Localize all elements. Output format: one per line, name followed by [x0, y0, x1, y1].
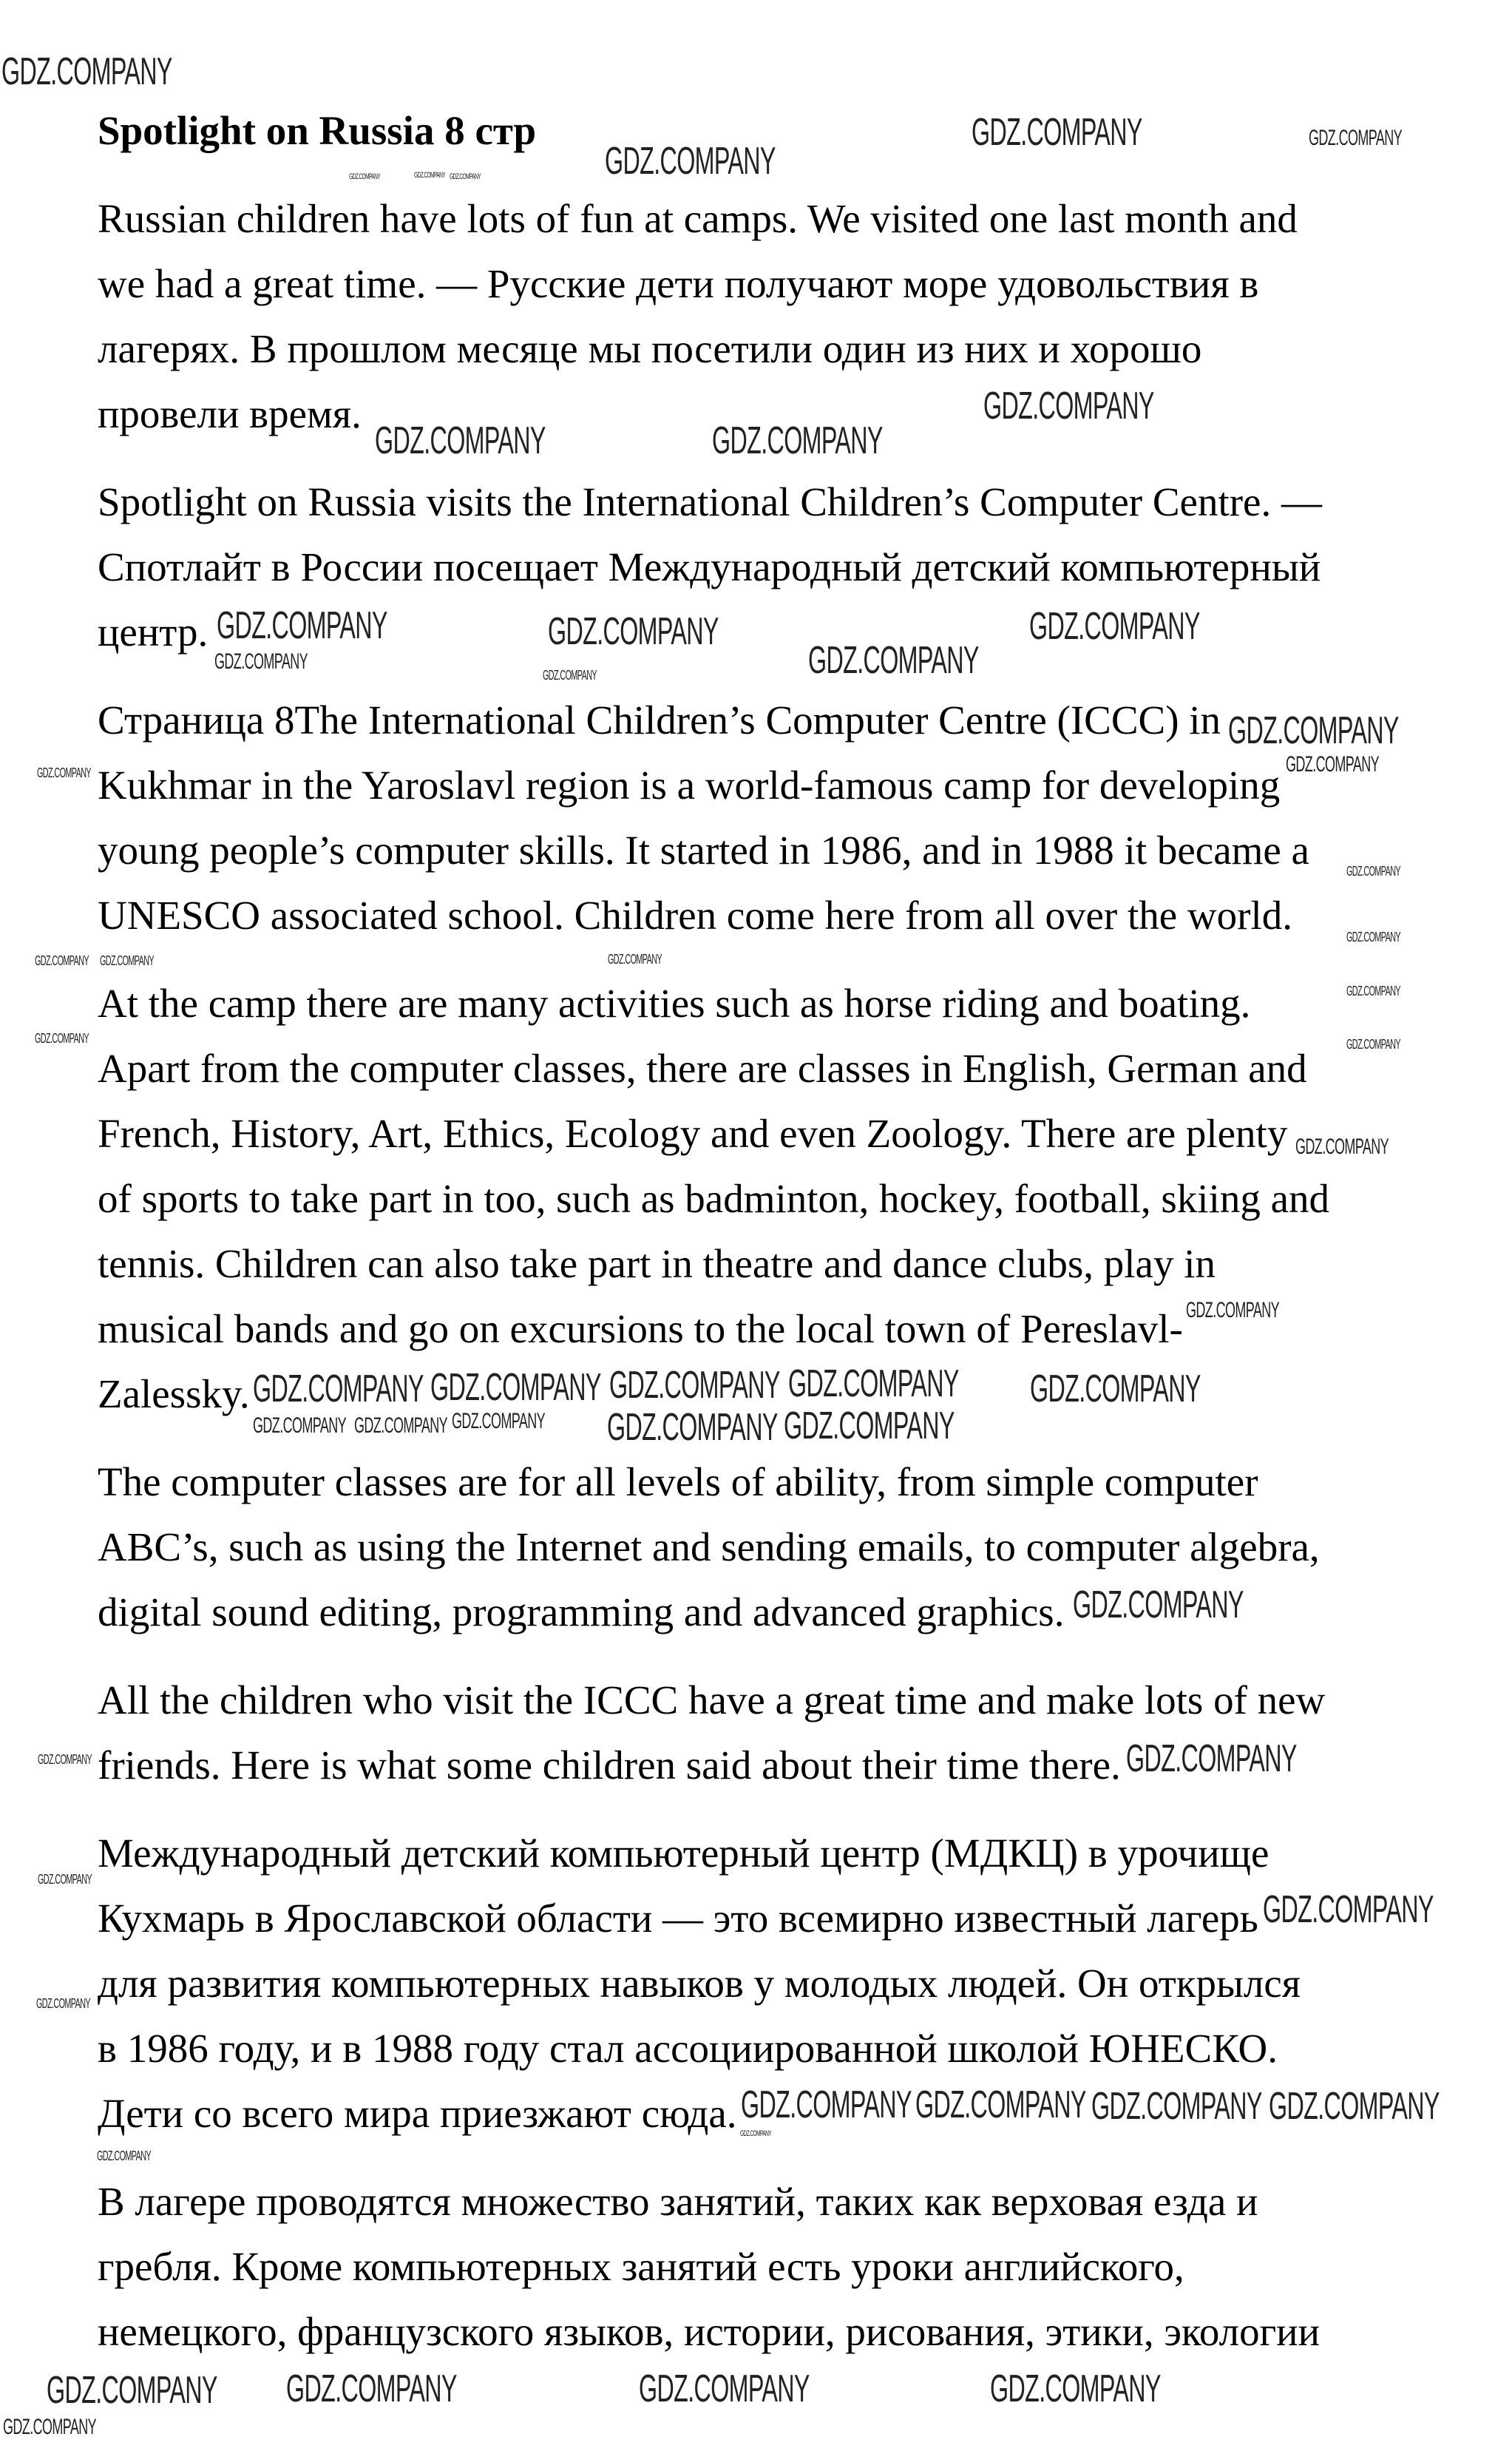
watermark: GDZ.COMPANY — [788, 1362, 959, 1405]
watermark: GDZ.COMPANY — [609, 1364, 780, 1407]
watermark: GDZ.COMPANY — [1073, 1583, 1244, 1626]
text-line: Zalessky. — [98, 1371, 250, 1416]
document-body — [98, 186, 1428, 2364]
watermark: GDZ.COMPANY — [1030, 1368, 1201, 1410]
watermark: GDZ.COMPANY — [1346, 864, 1401, 879]
watermark: GDZ.COMPANY — [35, 1031, 89, 1046]
watermark: GDZ.COMPANY — [1029, 605, 1200, 648]
watermark: GDZ.COMPANY — [354, 1413, 448, 1438]
watermark: GDZ.COMPANY — [1126, 1737, 1297, 1780]
text-line: немецкого, французского языков, истории, рисования, этики, экологии — [98, 2309, 1321, 2354]
watermark: GDZ.COMPANY — [286, 2367, 457, 2410]
watermark: GDZ.COMPANY — [1346, 1037, 1401, 1052]
watermark: GDZ.COMPANY — [349, 172, 381, 181]
text-line: of sports to take part in too, such as badminton, hockey, football, skiing and — [98, 1176, 1330, 1221]
text-line: Спотлайт в России посещает Международный детский компьютерный — [98, 544, 1321, 589]
watermark: GDZ.COMPANY — [972, 111, 1142, 154]
text-line: The computer classes are for all levels of ability, from simple computer — [98, 1459, 1258, 1504]
watermark: GDZ.COMPANY — [712, 419, 883, 462]
watermark: GDZ.COMPANY — [38, 1752, 92, 1767]
text-line: At the camp there are many activities such as horse riding and boating. — [98, 981, 1251, 1026]
watermark: GDZ.COMPANY — [548, 610, 719, 653]
watermark: GDZ.COMPANY — [915, 2083, 1086, 2126]
watermark: GDZ.COMPANY — [608, 952, 662, 967]
text-line: Apart from the computer classes, there are classes in English, German and — [98, 1046, 1307, 1091]
watermark: GDZ.COMPANY — [741, 2083, 912, 2126]
text-line: провели время. — [98, 391, 362, 436]
watermark: GDZ.COMPANY — [1228, 709, 1399, 752]
text-line: digital sound editing, programming and advanced graphics. — [98, 1589, 1065, 1634]
text-line: friends. Here is what some children said about their time there. — [98, 1742, 1121, 1788]
watermark: GDZ.COMPANY — [253, 1368, 424, 1410]
text-line: Russian children have lots of fun at camps. We visited one last month and — [98, 196, 1298, 241]
watermark: GDZ.COMPANY — [97, 2149, 152, 2163]
text-line: French, History, Art, Ethics, Ecology and even Zoology. There are plenty — [98, 1111, 1288, 1156]
watermark: GDZ.COMPANY — [808, 639, 979, 682]
watermark: GDZ.COMPANY — [605, 140, 776, 183]
text-line: Страница 8The International Children’s Computer Centre (ICCC) in — [98, 697, 1221, 743]
text-line: Дети со всего мира приезжают сюда. — [98, 2091, 737, 2136]
watermark: GDZ.COMPANY — [639, 2367, 810, 2410]
text-line: UNESCO associated school. Children come here from all over the world. — [98, 893, 1292, 938]
watermark: GDZ.COMPANY — [1, 50, 172, 93]
watermark: GDZ.COMPANY — [740, 2129, 772, 2138]
watermark: GDZ.COMPANY — [450, 172, 481, 181]
watermark: GDZ.COMPANY — [47, 2369, 217, 2412]
paragraph — [98, 2169, 1428, 2364]
watermark: GDZ.COMPANY — [1295, 1135, 1389, 1159]
watermark: GDZ.COMPANY — [990, 2367, 1161, 2410]
watermark: GDZ.COMPANY — [253, 1413, 347, 1438]
watermark: GDZ.COMPANY — [983, 385, 1154, 427]
text-line: ABC’s, such as using the Internet and sending emails, to computer algebra, — [98, 1524, 1320, 1569]
watermark: GDZ.COMPANY — [1263, 1888, 1434, 1931]
page-title: Spotlight on Russia 8 стр — [98, 108, 537, 153]
text-line: центр. — [98, 609, 209, 655]
text-line: в 1986 году, и в 1988 году стал ассоциированной школой ЮНЕСКО. — [98, 2026, 1278, 2071]
watermark: GDZ.COMPANY — [1309, 126, 1403, 150]
watermark: GDZ.COMPANY — [414, 171, 446, 180]
watermark: GDZ.COMPANY — [35, 953, 89, 968]
watermark: GDZ.COMPANY — [1286, 752, 1380, 777]
watermark: GDZ.COMPANY — [217, 604, 387, 647]
watermark: GDZ.COMPANY — [38, 1872, 92, 1887]
watermark: GDZ.COMPANY — [36, 1996, 91, 2011]
paragraph — [98, 971, 1428, 1427]
watermark: GDZ.COMPANY — [100, 953, 155, 968]
text-line: All the children who visit the ICCC have a great time and make lots of new — [98, 1677, 1326, 1723]
text-line: we had a great time. — Русские дети получают море удовольствия в — [98, 261, 1259, 306]
text-line: Spotlight on Russia visits the International Children’s Computer Centre. — — [98, 479, 1322, 524]
watermark: GDZ.COMPANY — [214, 649, 308, 674]
text-line: musical bands and go on excursions to the local town of Pereslavl- — [98, 1306, 1183, 1351]
watermark: GDZ.COMPANY — [607, 1406, 778, 1449]
text-line: Кухмарь в Ярославской области — это всемирно известный лагерь — [98, 1896, 1258, 1941]
watermark: GDZ.COMPANY — [3, 2415, 97, 2439]
text-line: В лагере проводятся множество занятий, таких как верховая езда и — [98, 2179, 1258, 2224]
paragraph — [98, 186, 1428, 447]
watermark: GDZ.COMPANY — [1186, 1298, 1280, 1322]
watermark: GDZ.COMPANY — [452, 1409, 546, 1433]
text-line: Kukhmar in the Yaroslavl region is a world-famous camp for developing — [98, 763, 1281, 808]
text-line: Международный детский компьютерный центр (МДКЦ) в урочище — [98, 1830, 1269, 1876]
text-line: tennis. Children can also take part in theatre and dance clubs, play in — [98, 1241, 1216, 1286]
watermark: GDZ.COMPANY — [1091, 2085, 1262, 2128]
watermark: GDZ.COMPANY — [1346, 930, 1401, 944]
watermark: GDZ.COMPANY — [543, 668, 597, 683]
watermark: GDZ.COMPANY — [784, 1404, 955, 1447]
watermark: GDZ.COMPANY — [37, 765, 92, 780]
text-line: гребля. Кроме компьютерных занятий есть уроки английского, — [98, 2244, 1184, 2289]
watermark: GDZ.COMPANY — [1346, 984, 1401, 998]
text-line: лагерях. В прошлом месяце мы посетили один из них и хорошо — [98, 326, 1202, 371]
watermark: GDZ.COMPANY — [375, 419, 546, 462]
text-line: young people’s computer skills. It started in 1986, and in 1988 it became a — [98, 828, 1309, 873]
text-line: для развития компьютерных навыков у молодых людей. Он открылся — [98, 1961, 1301, 2006]
watermark: GDZ.COMPANY — [430, 1366, 601, 1409]
watermark: GDZ.COMPANY — [1269, 2085, 1440, 2128]
